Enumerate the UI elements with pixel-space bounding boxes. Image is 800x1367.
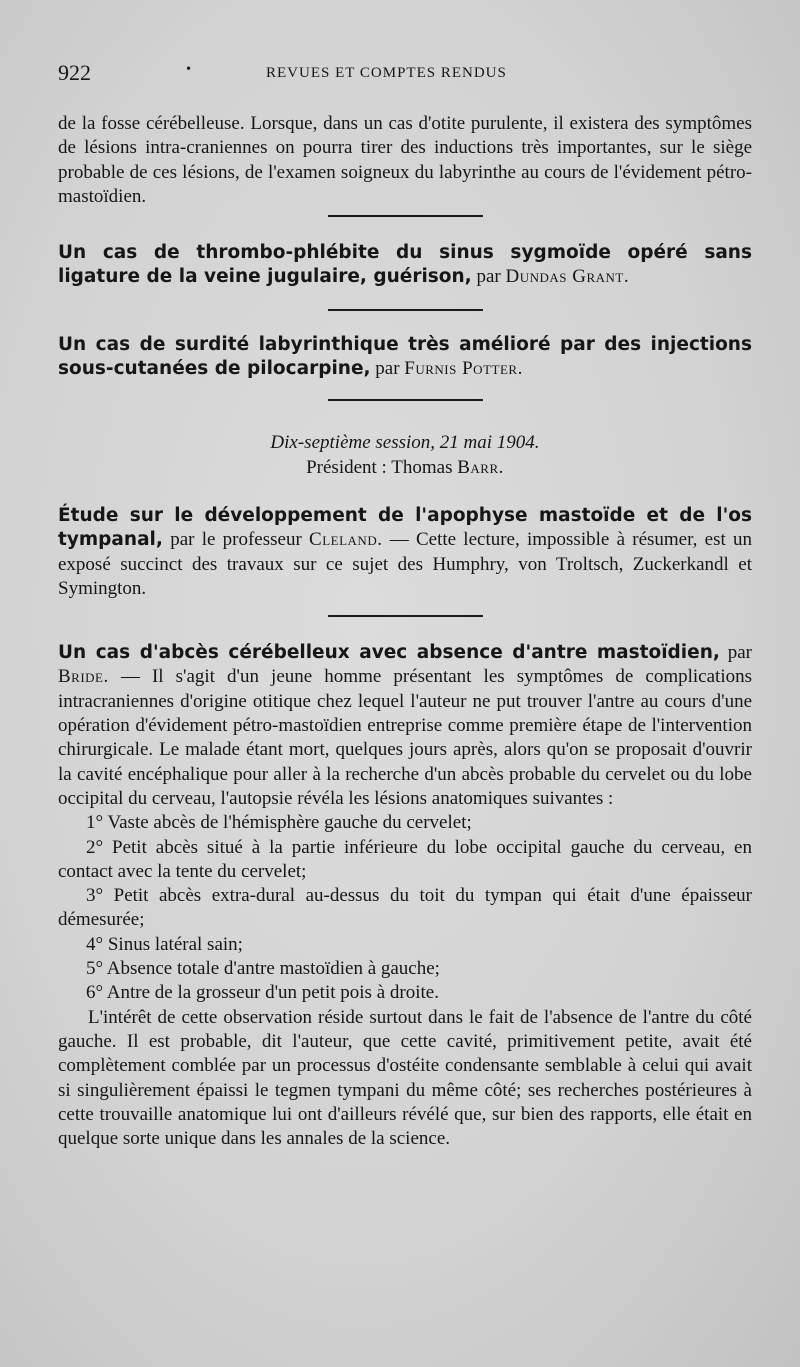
header-mark: •	[186, 62, 191, 77]
par-word: par	[375, 358, 400, 380]
page-header	[58, 60, 748, 90]
par-word: par	[727, 642, 752, 664]
session-president	[58, 456, 752, 480]
section-divider	[328, 399, 483, 401]
president-label: Président :	[306, 456, 387, 478]
article-title: Étude sur le développement de l'apophyse mastoïde et de l'os tympanal,	[58, 504, 752, 551]
finding-item: 4° Sinus latéral sain;	[86, 933, 243, 955]
session-date: Dix-septième session, 21 mai 1904.	[270, 432, 540, 454]
pre-author: par le professeur	[170, 529, 302, 551]
section-divider	[328, 309, 483, 311]
finding-item: 1° Vaste abcès de l'hémisphère gauche du cervelet;	[86, 812, 472, 834]
article-title: Un cas d'abcès cérébelleux avec absence d'antre mastoïdien,	[58, 642, 720, 664]
article-title: Un cas de surdité labyrinthique très amélioré par des injections sous-cutanées de pilocarpine,	[58, 333, 752, 380]
finding-item: 5° Absence totale d'antre mastoïdien à gauche;	[86, 958, 440, 980]
intro-paragraph: de la fosse cérébelleuse. Lorsque, dans un cas d'otite purulente, il existera des symptômes de lésions intra-craniennes on pourra tirer des inductions très importantes, sur le siège probable de ces lésions, de l'examen soigneux du labyrinthe au cours de l'évidement pétro-mastoïdien.	[58, 113, 752, 207]
article-author: Cleland.	[309, 529, 383, 551]
president-last-name: Barr.	[457, 456, 504, 478]
page-number: 922	[58, 60, 91, 85]
article-title: Un cas de thrombo-phlébite du sinus sygmoïde opéré sans ligature de la veine jugulaire, guérison,	[58, 242, 752, 288]
conclusion-paragraph: L'intérêt de cette observation réside surtout dans le fait de l'absence de l'antre du côté gauche. Il est probable, dit l'auteur, que cette cavité, primitivement petite, avait été complètement comblée par un processus d'ostéite condensante semblable à celui qui avait si singulièrement épaissi le tegmen tympani du même côté; ses recherches postérieures à cette trouvaille anatomique lui ont d'ailleurs révélé que, sur bien des rapports, elle était en quelque sorte unique dans les annales de la science.	[58, 1006, 752, 1150]
par-word: par	[476, 266, 501, 288]
article-text: — Cette lecture, impossible à résumer, est un exposé succinct des travaux sur ce sujet des Humphry, von Troltsch, Zuckerkandl et Symington.	[58, 529, 753, 599]
finding-item: 2° Petit abcès situé à la partie inférieure du lobe occipital gauche du cerveau, en contact avec la tente du cervelet;	[58, 836, 752, 882]
article-surdite	[58, 333, 752, 382]
article-author: Furnis Potter.	[404, 358, 523, 380]
section-divider	[328, 615, 483, 617]
page-body	[58, 112, 752, 1151]
article-author: Dundas Grant.	[505, 266, 630, 288]
article-thrombo-phlebite	[58, 241, 752, 290]
article-text: — Il s'agit d'un jeune homme présentant les symptômes de complications intracraniennes d'origine otitique chez lequel l'auteur ne put trouver l'antre au cours d'une opération d'évidement pétro-mastoïdien entreprise comme première étape de l'intervention chirurgicale. Le malade étant mort, quelques jours après, alors qu'on se proposait d'ouvrir la cavité encéphalique pour aller à la recherche d'un abcès probable du cervelet ou du lobe occipital du cerveau, l'autopsie révéla les lésions anatomiques suivantes :	[58, 666, 752, 809]
finding-item: 3° Petit abcès extra-dural au-dessus du toit du tympan qui était d'une épaisseur démesurée;	[58, 885, 752, 931]
article-apophyse-mastoide	[58, 504, 752, 601]
president-first-name: Thomas	[391, 456, 453, 478]
running-head: REVUES ET COMPTES RENDUS	[266, 65, 507, 81]
finding-item: 6° Antre de la grosseur d'un petit pois à droite.	[86, 982, 439, 1004]
article-author: Bride.	[58, 666, 109, 688]
session-heading	[58, 431, 752, 480]
article-abces-cerebelleux	[58, 641, 752, 811]
section-divider	[328, 215, 483, 217]
